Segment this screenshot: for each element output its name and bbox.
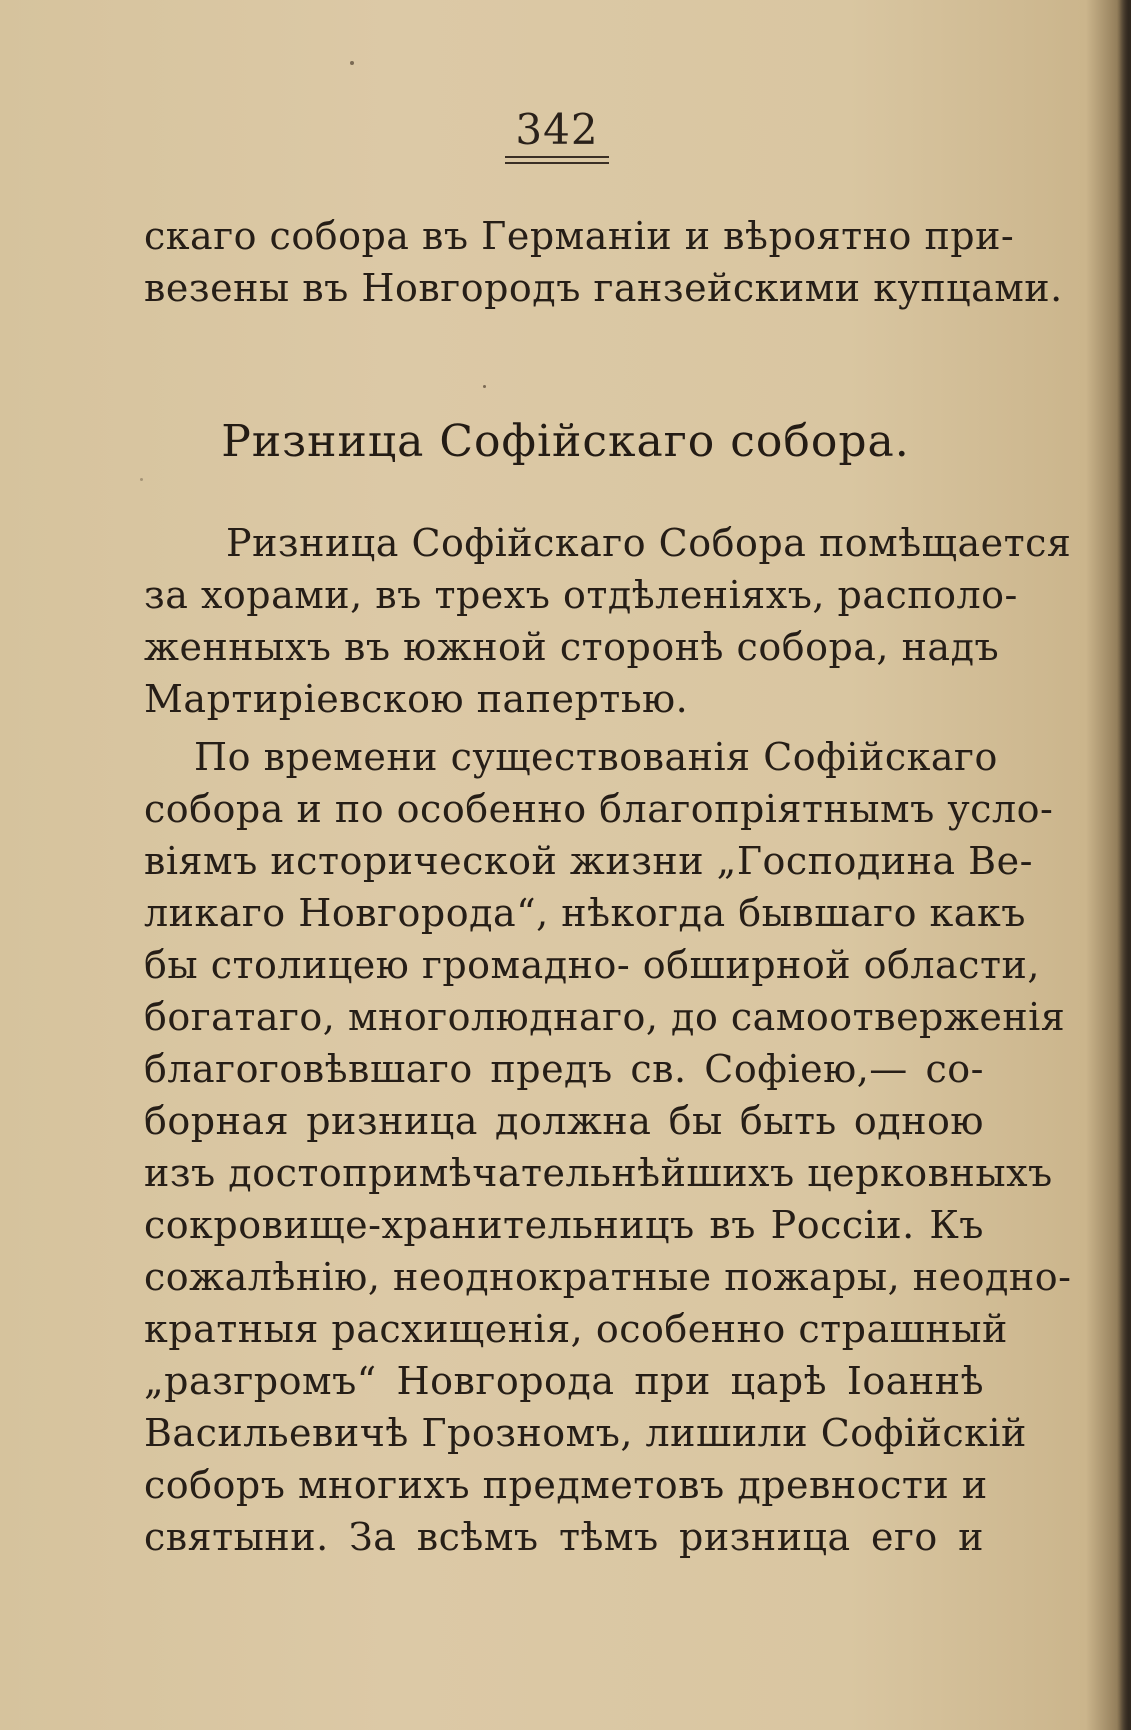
text-line: Васильевичѣ Грозномъ, лишили Софійскій — [144, 1411, 1027, 1455]
text-line: соборъ многихъ предметовъ древности и — [144, 1463, 988, 1507]
ink-speck — [483, 385, 486, 388]
page-edge-shadow — [1117, 0, 1131, 1730]
text-line: ликаго Новгорода“, нѣкогда бывшаго какъ — [144, 891, 1026, 935]
text-line: Ризница Софійскаго Собора помѣщается — [226, 521, 1072, 565]
text-line: борная ризница должна бы быть одною — [144, 1099, 984, 1143]
text-line: віямъ исторической жизни „Господина Ве- — [144, 839, 1033, 883]
text-line: Мартиріевскою папертью. — [144, 677, 689, 721]
page-number-block — [504, 106, 610, 164]
text-line: бы столицею громадно- обширной области, — [144, 943, 1040, 987]
text-line: за хорами, въ трехъ отдѣленіяхъ, располо- — [144, 573, 1018, 617]
text-line: изъ достопримѣчательнѣйшихъ церковныхъ — [144, 1151, 1053, 1195]
text-line: кратныя расхищенія, особенно страшный — [144, 1307, 1008, 1351]
section-heading: Ризница Софійскаго собора. — [221, 416, 910, 467]
text-line: благоговѣвшаго предъ св. Софіею,— со- — [144, 1047, 984, 1091]
text-line: женныхъ въ южной сторонѣ собора, надъ — [144, 625, 1000, 669]
text-line: По времени существованія Софійскаго — [194, 735, 998, 779]
double-rule — [505, 156, 609, 164]
text-line: богатаго, многолюднаго, до самоотверженія — [144, 995, 1066, 1039]
text-line: святыни. За всѣмъ тѣмъ ризница его и — [144, 1515, 984, 1559]
text-line: собора и по особенно благопріятнымъ усло- — [144, 787, 1054, 831]
text-line: „разгромъ“ Новгорода при царѣ Іоаннѣ — [144, 1359, 984, 1403]
text-line: сожалѣнію, неоднократные пожары, неодно- — [144, 1255, 1072, 1299]
text-line: везены въ Новгородъ ганзейскими купцами. — [144, 266, 1063, 310]
ink-speck — [350, 61, 354, 65]
text-line: сокровище-хранительницъ въ Россіи. Къ — [144, 1203, 984, 1247]
text-line: скаго собора въ Германіи и вѣроятно при- — [144, 214, 1015, 258]
ink-speck — [140, 478, 143, 481]
page-number: 342 — [515, 105, 599, 154]
